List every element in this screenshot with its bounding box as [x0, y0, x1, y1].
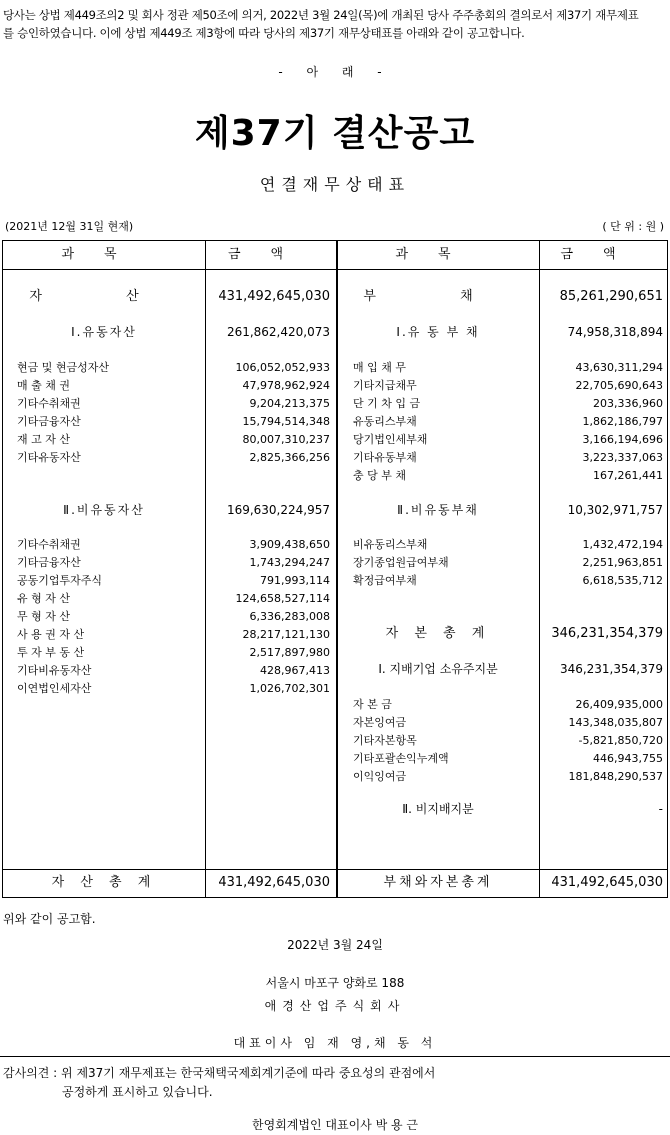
owners-equity-amount: 346,231,354,379	[559, 662, 663, 676]
current-asset-item-label: 기타금융자산	[17, 415, 81, 428]
noncurrent-assets-label: Ⅱ.비유동자산	[63, 503, 145, 517]
ceo-names: 대표이사 임 재 영,채 동 석	[233, 1036, 437, 1050]
noncurrent-asset-item-amount: 428,967,413	[260, 664, 330, 677]
audit-opinion-line2: 공정하게 표시하고 있습니다.	[62, 1085, 213, 1099]
current-liability-item-amount: 3,223,337,063	[582, 451, 663, 464]
assets-total-label: 자 산	[29, 289, 179, 304]
current-liabilities-amount: 74,958,318,894	[567, 325, 663, 339]
auditor-signature: 한영회계법인 대표이사 박 용 근	[252, 1118, 418, 1132]
as-of-date: (2021년 12월 31일 현재)	[5, 220, 134, 233]
current-liability-item-label: 유동리스부채	[353, 415, 417, 428]
current-asset-item-amount: 47,978,962,924	[242, 379, 330, 392]
notice-date: 2022년 3월 24일	[287, 938, 383, 952]
current-liability-item-label: 당기법인세부채	[353, 433, 428, 446]
noncurrent-asset-item-amount: 2,517,897,980	[249, 646, 330, 659]
current-asset-item-label: 매 출 채 권	[17, 379, 70, 392]
noncurrent-liability-item-amount: 1,432,472,194	[582, 538, 663, 551]
current-asset-item-label: 기타수취채권	[17, 397, 81, 410]
header-divider	[3, 269, 667, 270]
noncurrent-asset-item-label: 무 형 자 산	[17, 610, 70, 623]
noncurrent-liability-item-amount: 6,618,535,712	[582, 574, 663, 587]
footer-rule	[0, 1056, 670, 1057]
current-liability-item-label: 기타유동부채	[353, 451, 417, 464]
liabilities-total-label: 부 채	[363, 289, 513, 304]
audit-opinion-line1: 감사의견 : 위 제37기 재무제표는 한국채택국제회계기준에 따라 중요성의 관점에서	[3, 1066, 436, 1080]
equity-item-amount: 181,848,290,537	[568, 770, 663, 783]
noncurrent-liabilities-amount: 10,302,971,757	[567, 503, 663, 517]
noncurrent-asset-item-amount: 3,909,438,650	[249, 538, 330, 551]
noncurrent-asset-item-amount: 124,658,527,114	[235, 592, 330, 605]
header-amount-right: 금액	[560, 247, 646, 262]
equity-item-label: 이익잉여금	[353, 770, 407, 783]
noncurrent-asset-item-label: 사 용 권 자 산	[17, 628, 85, 641]
noncurrent-liability-item-label: 장기종업원급여부채	[353, 556, 449, 569]
current-asset-item-label: 기타유동자산	[17, 451, 81, 464]
owners-equity-label: Ⅰ. 지배기업 소유주지분	[378, 662, 498, 676]
header-subject-right: 과목	[395, 247, 481, 262]
equity-item-amount: 143,348,035,807	[568, 716, 663, 729]
current-liability-item-amount: 203,336,960	[593, 397, 663, 410]
current-asset-item-amount: 15,794,514,348	[242, 415, 330, 428]
current-liability-item-label: 단 기 차 입 금	[353, 397, 421, 410]
assets-grand-total-amount: 431,492,645,030	[218, 875, 330, 890]
equity-item-label: 자 본 금	[353, 698, 392, 711]
current-liability-item-label: 기타지급채무	[353, 379, 417, 392]
header-subject-left: 과목	[61, 247, 147, 262]
noncurrent-asset-item-label: 투 자 부 동 산	[17, 646, 85, 659]
current-asset-item-label: 현금 및 현금성자산	[17, 361, 110, 374]
equity-item-label: 기타포괄손익누계액	[353, 752, 449, 765]
equity-item-label: 기타자본항목	[353, 734, 417, 747]
noncurrent-liability-item-amount: 2,251,963,851	[582, 556, 663, 569]
noncurrent-asset-item-amount: 1,026,702,301	[249, 682, 330, 695]
noncurrent-asset-item-label: 기타비유동자산	[17, 664, 92, 677]
liabilities-equity-grand-total-label: 부채와자본총계	[383, 875, 493, 890]
noncurrent-liability-item-label: 비유동리스부채	[353, 538, 428, 551]
current-asset-item-amount: 2,825,366,256	[249, 451, 330, 464]
unit-label: ( 단 위 : 원 )	[602, 220, 664, 233]
noncurrent-liability-item-label: 확정급여부채	[353, 574, 417, 587]
current-liabilities-label: Ⅰ.유 동 부 채	[396, 325, 480, 339]
current-asset-item-amount: 106,052,052,933	[235, 361, 330, 374]
noncurrent-asset-item-label: 기타금융자산	[17, 556, 81, 569]
liabilities-equity-grand-total-amount: 431,492,645,030	[551, 875, 663, 890]
noncurrent-asset-item-amount: 791,993,114	[260, 574, 330, 587]
assets-grand-total-label: 자 산 총 계	[51, 875, 157, 890]
noncurrent-liabilities-label: Ⅱ.비유동부채	[397, 503, 479, 517]
current-liability-item-amount: 3,166,194,696	[582, 433, 663, 446]
noncurrent-asset-item-label: 공동기업투자주식	[17, 574, 103, 587]
noncurrent-assets-amount: 169,630,224,957	[226, 503, 330, 517]
non-controlling-interest-label: Ⅱ. 비지배지분	[402, 802, 474, 816]
liabilities-total-amount: 85,261,290,651	[559, 289, 663, 304]
current-asset-item-amount: 9,204,213,375	[249, 397, 330, 410]
equity-item-amount: -5,821,850,720	[578, 734, 663, 747]
equity-item-amount: 26,409,935,000	[575, 698, 663, 711]
current-assets-label: Ⅰ.유동자산	[71, 325, 137, 339]
noncurrent-asset-item-amount: 6,336,283,008	[249, 610, 330, 623]
current-liability-item-amount: 43,630,311,294	[575, 361, 663, 374]
equity-item-label: 자본잉여금	[353, 716, 407, 729]
current-liability-item-amount: 167,261,441	[593, 469, 663, 482]
noncurrent-asset-item-label: 기타수취채권	[17, 538, 81, 551]
non-controlling-interest-amount: -	[658, 802, 663, 816]
current-asset-item-label: 재 고 자 산	[17, 433, 70, 446]
noncurrent-asset-item-amount: 28,217,121,130	[242, 628, 330, 641]
balance-sheet-table	[2, 240, 668, 898]
noncurrent-asset-item-label: 이연법인세자산	[17, 682, 92, 695]
header-amount-left: 금액	[227, 247, 314, 262]
equity-total-amount: 346,231,354,379	[551, 626, 663, 641]
current-liability-item-label: 충 당 부 채	[353, 469, 406, 482]
current-liability-item-amount: 1,862,186,797	[582, 415, 663, 428]
company-name: 애경산업주식회사	[264, 999, 406, 1013]
current-liability-item-amount: 22,705,690,643	[575, 379, 663, 392]
assets-total-amount: 431,492,645,030	[218, 289, 330, 304]
current-liability-item-label: 매 입 채 무	[353, 361, 406, 374]
noncurrent-asset-item-amount: 1,743,294,247	[249, 556, 330, 569]
notice-text: 위와 같이 공고함.	[3, 912, 96, 926]
statement-title: 연결재무상태표	[259, 175, 411, 194]
total-divider	[3, 869, 667, 870]
intro-paragraph: 당사는 상법 제449조의2 및 회사 정관 제50조에 의거, 2022년 3월 24일(목)에 개최된 당사 주주총회의 결의로서 제37기 재무제표 를 승인하였습니다. 이에 상법 제449조 제3항에 따라 당사의 제37기 재무상태표를 아래와 같이 공고합니다.	[3, 8, 639, 40]
noncurrent-asset-item-label: 유 형 자 산	[17, 592, 70, 605]
page-title: 제37기 결산공고	[194, 113, 476, 154]
below-marker: - 아 래 -	[278, 65, 392, 79]
current-asset-item-amount: 80,007,310,237	[242, 433, 330, 446]
current-assets-amount: 261,862,420,073	[226, 325, 330, 339]
equity-item-amount: 446,943,755	[593, 752, 663, 765]
equity-total-label: 자 본 총 계	[385, 626, 491, 641]
company-address: 서울시 마포구 양화로 188	[265, 976, 405, 990]
